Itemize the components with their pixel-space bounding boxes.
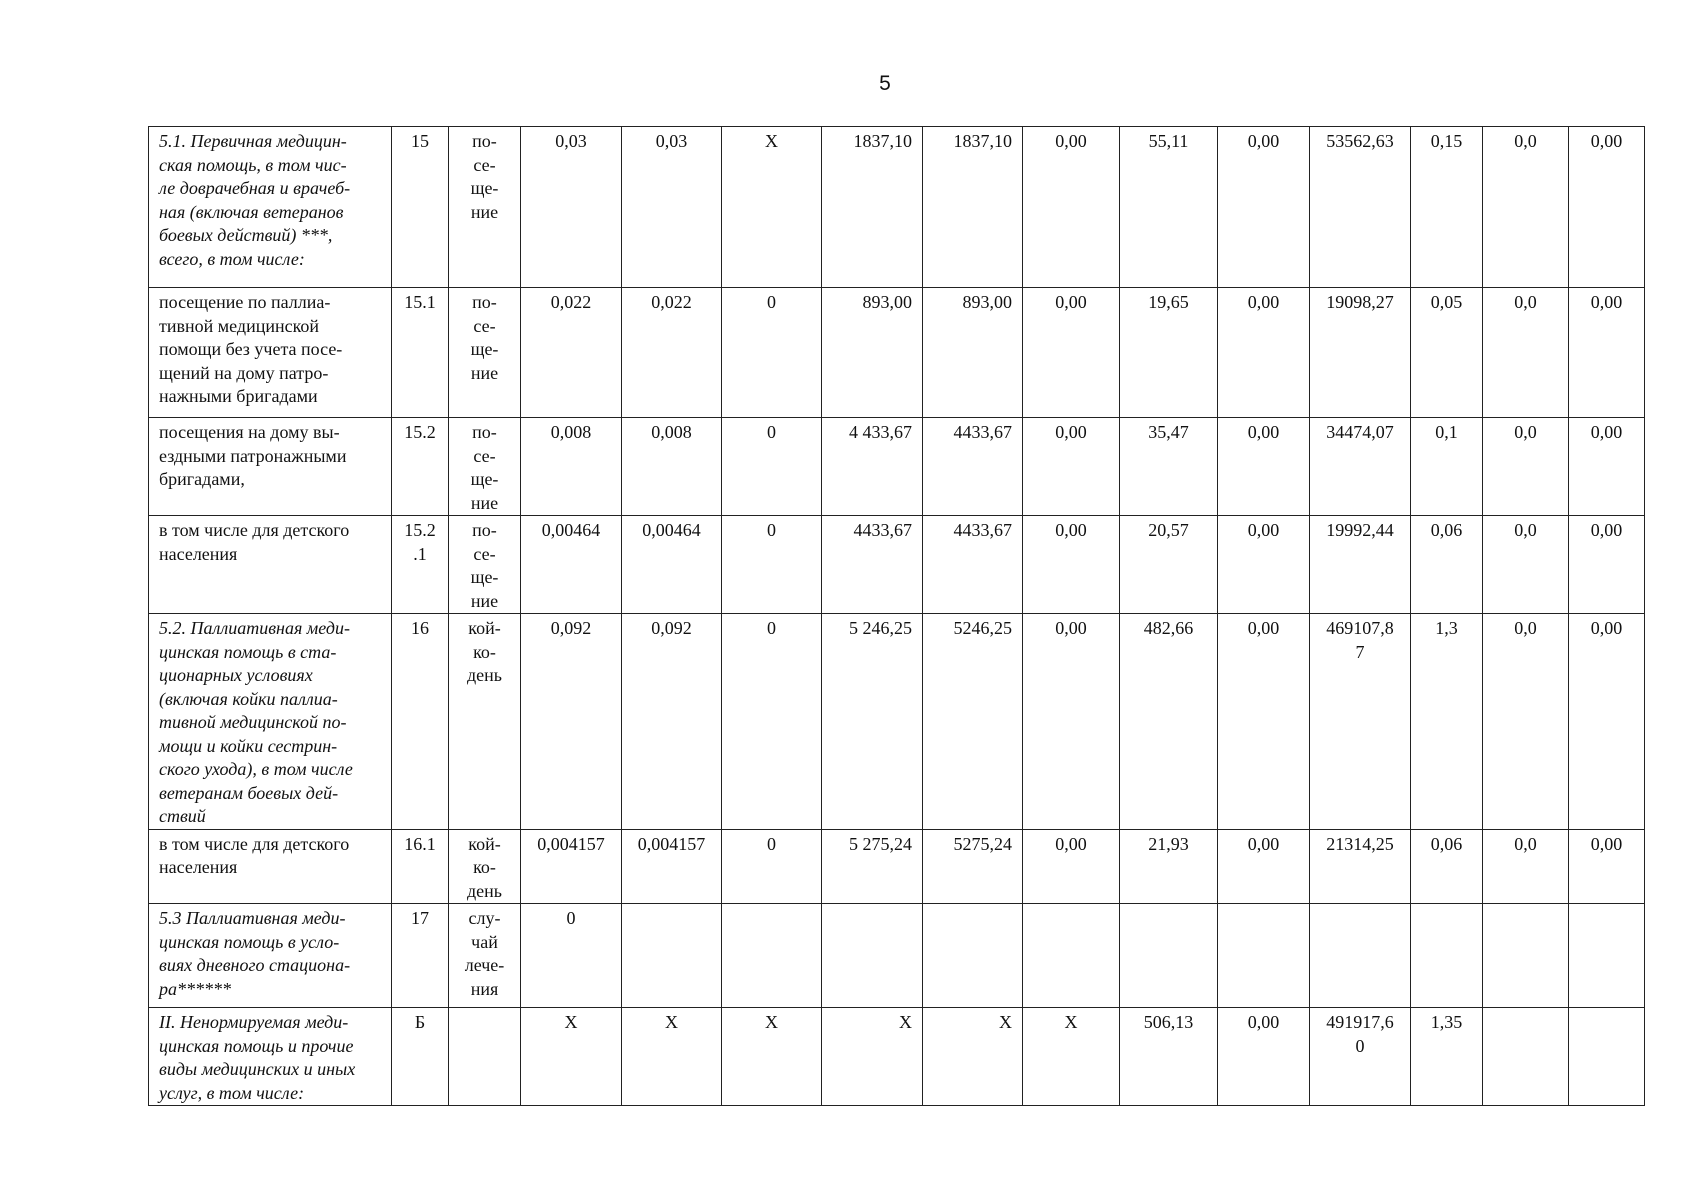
cell-pc-budget: 0,00	[1023, 829, 1120, 904]
cell-unit: кой- ко- день	[449, 614, 521, 830]
cell-pc-oms: 21,93	[1120, 829, 1218, 904]
cell-norm-cost-3	[923, 904, 1023, 1008]
cell-pc-budget: 0,00	[1023, 614, 1120, 830]
cell-pc-budget: 0,00	[1023, 516, 1120, 614]
cell-share-2: 0,00	[1569, 288, 1645, 418]
cell-share-2: 0,00	[1569, 127, 1645, 288]
cell-unit: по- се- ще- ние	[449, 127, 521, 288]
cell-name: 5.1. Первичная медицин- ская помощь, в том чис- ле доврачебная и врачеб- ная (включая ветеранов боевых действий) ***, всего, в том числе:	[149, 127, 392, 288]
cell-pc-oms: 55,11	[1120, 127, 1218, 288]
cell-norm-volume-2: 0,092	[622, 614, 722, 830]
cell-norm-volume-2: 0,022	[622, 288, 722, 418]
cell-total: 0,06	[1411, 516, 1483, 614]
cell-norm-volume-2: 0,004157	[622, 829, 722, 904]
table-row	[149, 614, 1645, 830]
cell-sum-budget: 0,00	[1218, 829, 1310, 904]
cell-pc-oms: 482,66	[1120, 614, 1218, 830]
cell-code: 16	[392, 614, 449, 830]
cell-total: 1,3	[1411, 614, 1483, 830]
cell-unit: кой- ко- день	[449, 829, 521, 904]
cell-share-1: 0,0	[1483, 829, 1569, 904]
cell-sum-oms: 21314,25	[1310, 829, 1411, 904]
cell-share-1: 0,0	[1483, 127, 1569, 288]
cell-name: в том числе для детского населения	[149, 829, 392, 904]
cell-norm-cost-2: 5 246,25	[822, 614, 923, 830]
cell-sum-oms: 19992,44	[1310, 516, 1411, 614]
cell-norm-volume: 0	[521, 904, 622, 1008]
cell-sum-oms: 469107,8 7	[1310, 614, 1411, 830]
cell-norm-cost-3: 1837,10	[923, 127, 1023, 288]
cell-norm-cost-1	[722, 904, 822, 1008]
cell-sum-budget: 0,00	[1218, 1008, 1310, 1106]
cell-norm-cost-3: 4433,67	[923, 418, 1023, 516]
cell-norm-cost-2	[822, 904, 923, 1008]
cell-norm-volume: 0,004157	[521, 829, 622, 904]
cell-total	[1411, 904, 1483, 1008]
cell-unit: слу- чай лече- ния	[449, 904, 521, 1008]
cell-sum-budget	[1218, 904, 1310, 1008]
cell-unit	[449, 1008, 521, 1106]
cell-sum-budget: 0,00	[1218, 288, 1310, 418]
cell-norm-cost-1: Х	[722, 127, 822, 288]
cell-norm-cost-3: 893,00	[923, 288, 1023, 418]
cell-pc-budget: Х	[1023, 1008, 1120, 1106]
cell-sum-oms: 53562,63	[1310, 127, 1411, 288]
cell-share-1: 0,0	[1483, 288, 1569, 418]
cell-norm-volume-2: 0,00464	[622, 516, 722, 614]
cell-sum-budget: 0,00	[1218, 418, 1310, 516]
cell-share-2: 0,00	[1569, 516, 1645, 614]
cell-share-1	[1483, 904, 1569, 1008]
cell-share-1: 0,0	[1483, 614, 1569, 830]
cell-share-1	[1483, 1008, 1569, 1106]
table-row	[149, 516, 1645, 614]
cell-share-2: 0,00	[1569, 418, 1645, 516]
cell-total: 0,05	[1411, 288, 1483, 418]
cell-sum-oms: 491917,6 0	[1310, 1008, 1411, 1106]
financing-table	[148, 126, 1645, 1106]
cell-code: 16.1	[392, 829, 449, 904]
table-row	[149, 829, 1645, 904]
table-row	[149, 418, 1645, 516]
cell-norm-cost-2: 4433,67	[822, 516, 923, 614]
cell-norm-cost-3: 4433,67	[923, 516, 1023, 614]
cell-code: 15.1	[392, 288, 449, 418]
cell-norm-cost-1: 0	[722, 829, 822, 904]
cell-name: в том числе для детского населения	[149, 516, 392, 614]
cell-share-1: 0,0	[1483, 516, 1569, 614]
cell-share-2: 0,00	[1569, 829, 1645, 904]
page-number: 5	[879, 72, 891, 95]
cell-pc-oms	[1120, 904, 1218, 1008]
cell-norm-volume: 0,008	[521, 418, 622, 516]
table-row	[149, 127, 1645, 288]
cell-name: 5.2. Паллиативная меди- цинская помощь в ста- ционарных условиях (включая койки паллиа- тивной медицинской по- мощи и койки сестрин- ского ухода), в том числе ветеранам боевых дей- ствий	[149, 614, 392, 830]
table-row	[149, 1008, 1645, 1106]
cell-code: 15.2	[392, 418, 449, 516]
cell-norm-cost-3: 5246,25	[923, 614, 1023, 830]
cell-name: посещения на дому вы- ездными патронажными бригадами,	[149, 418, 392, 516]
cell-pc-oms: 35,47	[1120, 418, 1218, 516]
cell-total: 0,06	[1411, 829, 1483, 904]
cell-pc-budget: 0,00	[1023, 418, 1120, 516]
cell-sum-oms: 19098,27	[1310, 288, 1411, 418]
cell-pc-budget	[1023, 904, 1120, 1008]
cell-norm-volume-2: Х	[622, 1008, 722, 1106]
cell-norm-volume: Х	[521, 1008, 622, 1106]
cell-share-2: 0,00	[1569, 614, 1645, 830]
cell-norm-cost-1: 0	[722, 516, 822, 614]
cell-total: 0,1	[1411, 418, 1483, 516]
cell-norm-cost-1: Х	[722, 1008, 822, 1106]
cell-norm-cost-1: 0	[722, 614, 822, 830]
cell-unit: по- се- ще- ние	[449, 516, 521, 614]
cell-pc-oms: 19,65	[1120, 288, 1218, 418]
cell-norm-volume: 0,092	[521, 614, 622, 830]
cell-unit: по- се- ще- ние	[449, 288, 521, 418]
cell-code: 15	[392, 127, 449, 288]
cell-sum-oms	[1310, 904, 1411, 1008]
cell-norm-cost-1: 0	[722, 288, 822, 418]
cell-pc-budget: 0,00	[1023, 127, 1120, 288]
cell-pc-budget: 0,00	[1023, 288, 1120, 418]
cell-name: 5.3 Паллиативная меди- цинская помощь в усло- виях дневного стациона- ра******	[149, 904, 392, 1008]
cell-norm-cost-2: 893,00	[822, 288, 923, 418]
cell-sum-oms: 34474,07	[1310, 418, 1411, 516]
cell-name: II. Ненормируемая меди- цинская помощь и прочие виды медицинских и иных услуг, в том числе:	[149, 1008, 392, 1106]
cell-norm-cost-2: 5 275,24	[822, 829, 923, 904]
cell-code: 17	[392, 904, 449, 1008]
table-row	[149, 288, 1645, 418]
cell-norm-volume: 0,00464	[521, 516, 622, 614]
cell-total: 0,15	[1411, 127, 1483, 288]
cell-norm-cost-2: 4 433,67	[822, 418, 923, 516]
cell-norm-cost-1: 0	[722, 418, 822, 516]
cell-sum-budget: 0,00	[1218, 614, 1310, 830]
cell-norm-cost-2: Х	[822, 1008, 923, 1106]
cell-pc-oms: 506,13	[1120, 1008, 1218, 1106]
cell-norm-volume-2: 0,03	[622, 127, 722, 288]
cell-norm-cost-3: Х	[923, 1008, 1023, 1106]
cell-norm-volume: 0,03	[521, 127, 622, 288]
cell-share-1: 0,0	[1483, 418, 1569, 516]
cell-norm-cost-2: 1837,10	[822, 127, 923, 288]
cell-share-2	[1569, 904, 1645, 1008]
cell-sum-budget: 0,00	[1218, 516, 1310, 614]
cell-norm-volume-2: 0,008	[622, 418, 722, 516]
cell-total: 1,35	[1411, 1008, 1483, 1106]
cell-pc-oms: 20,57	[1120, 516, 1218, 614]
cell-code: Б	[392, 1008, 449, 1106]
cell-name: посещение по паллиа- тивной медицинской помощи без учета посе- щений на дому патро- нажными бригадами	[149, 288, 392, 418]
cell-norm-volume-2	[622, 904, 722, 1008]
cell-unit: по- се- ще- ние	[449, 418, 521, 516]
cell-share-2	[1569, 1008, 1645, 1106]
cell-code: 15.2 .1	[392, 516, 449, 614]
cell-norm-volume: 0,022	[521, 288, 622, 418]
cell-norm-cost-3: 5275,24	[923, 829, 1023, 904]
cell-sum-budget: 0,00	[1218, 127, 1310, 288]
table-row	[149, 904, 1645, 1008]
